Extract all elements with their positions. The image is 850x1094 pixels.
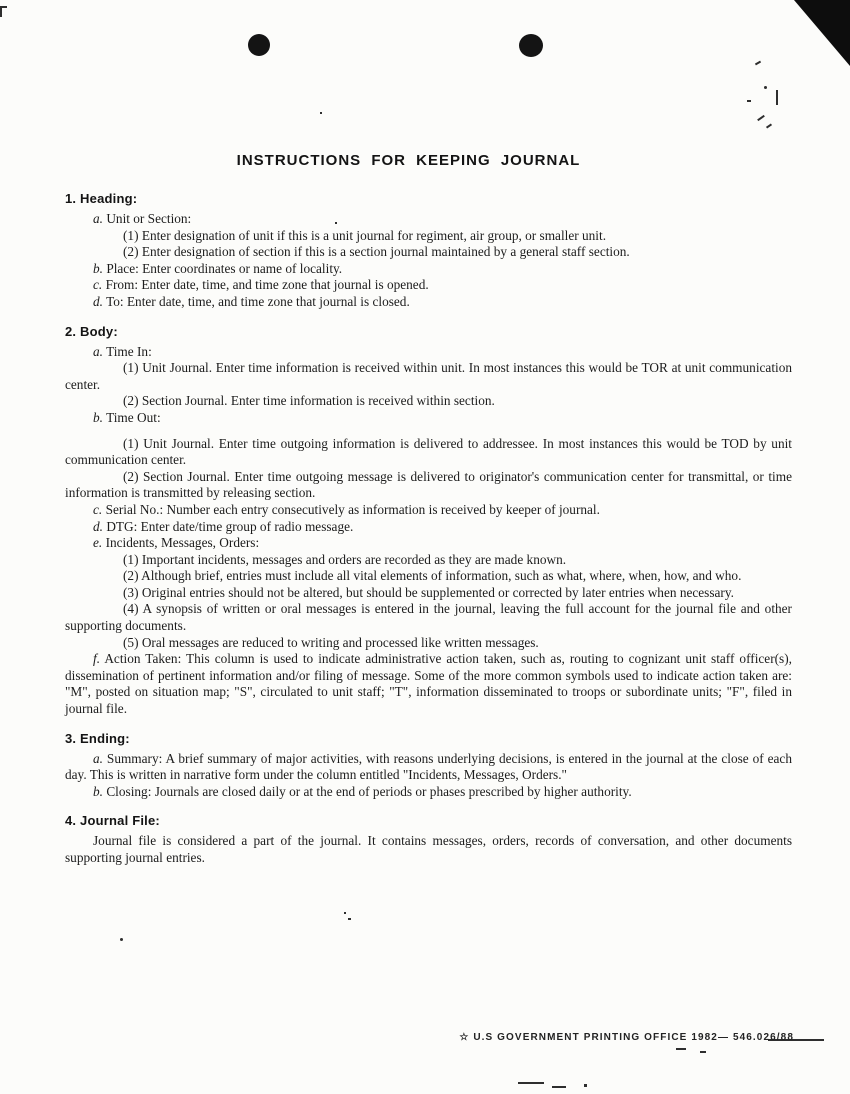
para-text: Action Taken: This column is used to indicate administrative action taken, such as, routing to cognizant unit staff officer(s), dissemination of pertinent information and/or filing of message. Some of the more common symbols used to indicate action taken are: "M", posted on situation map; "S", circulated to unit staff; "T", information disseminated to troops or subordinate units; "F", filed in journal file. [65, 651, 792, 717]
para-label: b. [93, 783, 103, 799]
scan-speck [344, 912, 346, 914]
para [65, 469, 792, 502]
para-text: Incidents, Messages, Orders: [105, 535, 260, 551]
para-label: b. [93, 409, 103, 425]
para [65, 751, 792, 784]
para [65, 211, 792, 228]
scan-speck [0, 6, 7, 8]
para-text: (3) Original entries should not be altered, but should be supplemented or corrected by later entries when necessary. [123, 584, 734, 600]
para [65, 519, 792, 536]
scan-speck [320, 112, 322, 114]
section-heading-2: 2. Body: [65, 323, 118, 339]
para-text: DTG: Enter date/time group of radio message. [106, 518, 354, 534]
para [65, 244, 792, 261]
para [65, 833, 792, 866]
scan-speck [757, 115, 765, 121]
para-text: Time In: [106, 343, 152, 359]
para-label: d. [93, 293, 103, 309]
scan-speck [120, 938, 123, 941]
footer-imprint: ☆ U.S GOVERNMENT PRINTING OFFICE 1982— 546.026/88 [459, 1032, 794, 1043]
scan-speck [518, 1082, 544, 1084]
section-journal-file-block [65, 813, 792, 866]
scan-speck [766, 123, 772, 128]
document-content [65, 152, 792, 867]
para [65, 568, 792, 585]
para [65, 393, 792, 410]
para-label: e. [93, 535, 103, 551]
doc-title: INSTRUCTIONS FOR KEEPING JOURNAL [236, 152, 581, 169]
para-text: (1) Enter designation of unit if this is a unit journal for regiment, air group, or smaller unit. [123, 227, 607, 243]
scan-speck [584, 1084, 587, 1087]
para-label: a. [93, 211, 103, 226]
para-label: c. [93, 501, 103, 517]
para-text: Unit or Section: [106, 211, 192, 226]
scan-speck [676, 1048, 686, 1050]
para-text: Place: Enter coordinates or name of locality. [106, 260, 343, 276]
para-text: (2) Section Journal. Enter time information is received within section. [123, 393, 495, 409]
para-label: a. [93, 343, 103, 359]
para [65, 601, 792, 634]
para-text: (1) Unit Journal. Enter time information is received within unit. In most instances this would be TOR at unit communication center. [65, 360, 792, 392]
para [65, 294, 792, 311]
hole-punch-icon [519, 34, 543, 57]
para-text: (2) Although brief, entries must include all vital elements of information, such as what, where, when, how, and who. [123, 568, 742, 584]
scan-speck [776, 90, 778, 105]
para [65, 277, 792, 294]
para-text: (1) Unit Journal. Enter time outgoing information is delivered to addressee. In most instances this would be TOD by unit communication center. [65, 435, 792, 468]
section-heading-1: 1. Heading: [65, 191, 138, 206]
scan-speck [764, 86, 767, 89]
para [65, 261, 792, 278]
para [65, 552, 792, 569]
section-heading-4: 4. Journal File: [65, 813, 160, 829]
scan-speck [755, 61, 761, 66]
para [65, 410, 792, 427]
para-text: Time Out: [106, 409, 161, 425]
para [65, 635, 792, 652]
para-text: (2) Section Journal. Enter time outgoing message is delivered to originator's communication center for transmittal, or time information is transmitted by releasing section. [65, 468, 792, 501]
para-text: (1) Important incidents, messages and orders are recorded as they are made known. [123, 551, 567, 567]
para-label: b. [93, 260, 103, 276]
scan-speck [700, 1051, 706, 1053]
para-text: (4) A synopsis of written or oral messages is entered in the journal, leaving the full account for the journal file and other supporting documents. [65, 601, 792, 634]
section-body-block [65, 324, 792, 718]
section-ending-block [65, 731, 792, 801]
para-text: (5) Oral messages are reduced to writing and processed like written messages. [123, 634, 539, 650]
para [65, 360, 792, 393]
para [65, 436, 792, 469]
para-label: f. [93, 651, 101, 667]
section-heading-3: 3. Ending: [65, 730, 130, 746]
section-heading-block [65, 191, 792, 311]
para [65, 228, 792, 245]
para [65, 784, 792, 801]
para-text: (2) Enter designation of section if this is a section journal maintained by a general staff section. [123, 244, 630, 260]
hole-punch-icon [248, 34, 270, 56]
para-text: Closing: Journals are closed daily or at the end of periods or phases prescribed by higher authority. [106, 783, 632, 799]
scan-speck [552, 1086, 566, 1088]
para [65, 535, 792, 552]
para [65, 651, 792, 717]
para [65, 502, 792, 519]
corner-fold [794, 0, 850, 66]
scan-speck [747, 100, 751, 102]
para-text: Serial No.: Number each entry consecutively as information is received by keeper of journal. [105, 501, 600, 517]
para-label: d. [93, 518, 103, 534]
scan-speck [348, 918, 351, 920]
para-label: c. [93, 277, 103, 293]
para-text: To: Enter date, time, and time zone that journal is closed. [106, 293, 410, 309]
para-text: From: Enter date, time, and time zone that journal is opened. [105, 277, 429, 293]
para [65, 344, 792, 361]
para-text: Summary: A brief summary of major activities, with reasons underlying decisions, is entered in the journal at the close of each day. This is written in narrative form under the column entitled "Incidents, Messages, Orders." [65, 750, 792, 783]
para [65, 585, 792, 602]
para-label: a. [93, 750, 103, 766]
para-text: Journal file is considered a part of the journal. It contains messages, orders, records of conversation, and other documents supporting journal entries. [65, 833, 792, 865]
